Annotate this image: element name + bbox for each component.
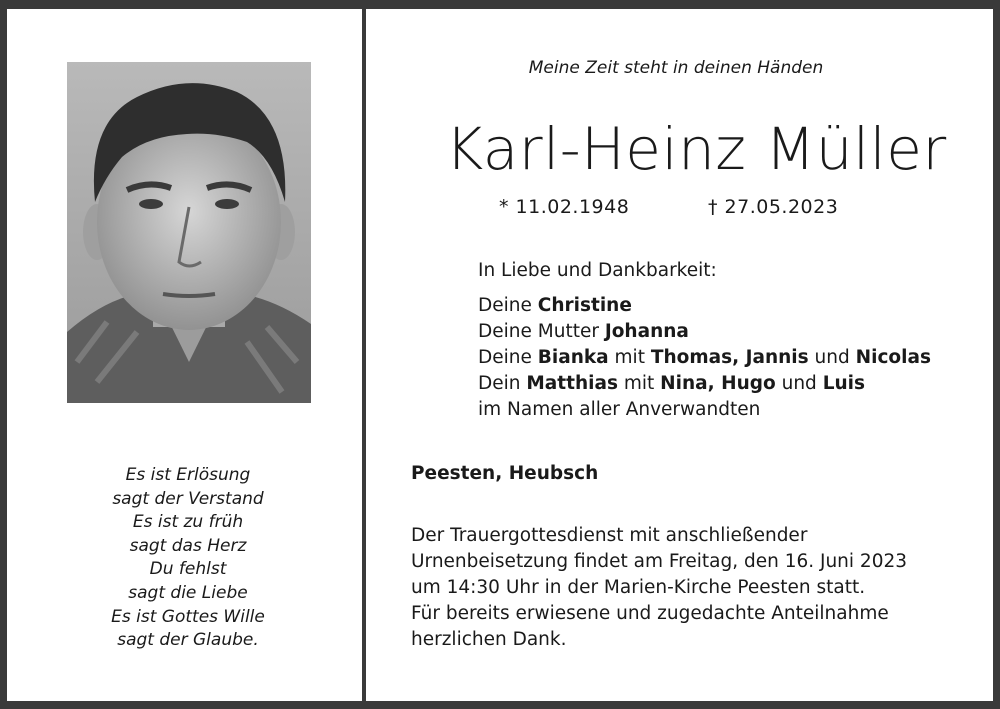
family-line bbox=[478, 371, 931, 397]
portrait-photo bbox=[67, 62, 311, 403]
notice-line: herzlichen Dank. bbox=[411, 629, 567, 650]
poem-line: sagt das Herz bbox=[129, 535, 247, 556]
family-name: Thomas, Jannis bbox=[650, 347, 809, 368]
family-line bbox=[478, 319, 931, 345]
left-panel bbox=[7, 9, 362, 701]
poem-line: Es ist Erlösung bbox=[125, 465, 251, 485]
family-text: und bbox=[775, 373, 823, 394]
notice-line: um 14:30 Uhr in der Marien-Kirche Peesten statt. bbox=[411, 577, 866, 598]
poem-line: sagt der Glaube. bbox=[117, 630, 259, 651]
family-name: Christine bbox=[537, 295, 632, 316]
poem-line: Es ist zu früh bbox=[132, 512, 244, 533]
death-date: † 27.05.2023 bbox=[708, 196, 839, 218]
family-line bbox=[478, 345, 931, 371]
family-text: Deine Mutter bbox=[478, 321, 605, 342]
notice-line: Der Trauergottesdienst mit anschließender bbox=[411, 525, 808, 546]
family-name: Johanna bbox=[604, 321, 689, 342]
family-name: Bianka bbox=[537, 347, 609, 368]
service-notice bbox=[411, 523, 907, 653]
poem-line: sagt die Liebe bbox=[128, 582, 248, 603]
poem-line: Du fehlst bbox=[149, 559, 227, 580]
family-text: Dein bbox=[478, 373, 527, 394]
family-name: Nicolas bbox=[855, 347, 931, 368]
notice-line: Urnenbeisetzung findet am Freitag, den 16. Juni 2023 bbox=[411, 551, 908, 572]
family-line bbox=[478, 293, 931, 319]
family-name: Luis bbox=[822, 373, 865, 394]
family-text: und bbox=[808, 347, 856, 368]
place: Peesten, Heubsch bbox=[411, 463, 599, 484]
family-text: mit bbox=[617, 373, 661, 394]
notice-line: Für bereits erwiesene und zugedachte Anteilnahme bbox=[411, 603, 889, 624]
family-line: im Namen aller Anverwandten bbox=[478, 399, 761, 420]
thanks-heading: In Liebe und Dankbarkeit: bbox=[478, 260, 717, 281]
right-panel bbox=[366, 9, 993, 701]
deceased-name: Karl-Heinz Müller bbox=[445, 115, 947, 183]
family-text: mit bbox=[608, 347, 651, 368]
birth-date: * 11.02.1948 bbox=[499, 196, 630, 218]
motto: Meine Zeit steht in deinen Händen bbox=[528, 58, 824, 78]
family-name: Matthias bbox=[526, 373, 618, 394]
poem-line: Es ist Gottes Wille bbox=[111, 606, 265, 627]
family-text: Deine bbox=[478, 295, 538, 316]
portrait-photo-icon bbox=[67, 62, 311, 403]
poem bbox=[7, 464, 369, 653]
family-name: Nina, Hugo bbox=[660, 373, 776, 394]
family-text: Deine bbox=[478, 347, 538, 368]
family-list bbox=[478, 293, 931, 423]
poem-line: sagt der Verstand bbox=[112, 488, 264, 509]
